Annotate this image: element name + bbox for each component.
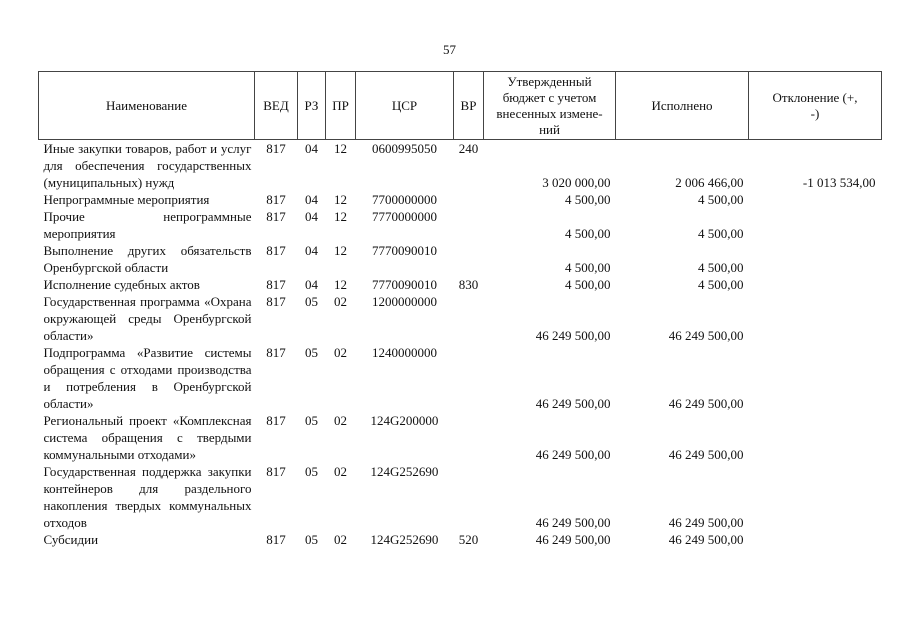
cell-approved: 4 500,00 [565,226,611,241]
table-row [39,242,882,276]
table-row [39,276,882,293]
cell-deviation [749,208,882,242]
cell-ved: 817 [266,413,286,428]
cell-approved: 46 249 500,00 [535,328,611,343]
cell-rz: 04 [305,243,318,258]
cell-executed: 46 249 500,00 [668,532,744,547]
cell-name: Прочие непрограммные мероприятия [43,209,252,241]
cell-csr: 7700000000 [372,192,437,207]
header-ved: ВЕД [255,72,298,140]
cell-approved: 46 249 500,00 [535,396,611,411]
cell-deviation [749,344,882,412]
cell-csr: 7770090010 [372,243,437,258]
cell-pr: 12 [334,192,347,207]
cell-name: Выполнение других обязательств Оренбургской области [43,243,252,275]
cell-executed: 4 500,00 [698,192,744,207]
cell-csr: 124G252690 [370,464,439,479]
cell-approved: 46 249 500,00 [535,532,611,547]
cell-deviation [749,276,882,293]
cell-approved: 46 249 500,00 [535,515,611,530]
cell-ved: 817 [266,243,286,258]
table-row [39,344,882,412]
table-row [39,412,882,463]
cell-deviation [749,463,882,531]
cell-executed: 46 249 500,00 [668,396,744,411]
cell-rz: 04 [305,277,318,292]
cell-executed: 2 006 466,00 [675,175,744,190]
cell-name: Субсидии [43,532,99,547]
cell-csr: 124G252690 [370,532,439,547]
table-row [39,293,882,344]
cell-vr [454,293,484,344]
cell-vr [454,463,484,531]
header-pr: ПР [326,72,356,140]
cell-csr: 0600995050 [372,141,437,156]
cell-approved: 4 500,00 [565,277,611,292]
cell-pr: 12 [334,277,347,292]
cell-deviation [749,191,882,208]
table-row [39,191,882,208]
cell-deviation [749,242,882,276]
header-executed: Исполнено [616,72,749,140]
cell-deviation [749,293,882,344]
table-header-row [39,72,882,140]
header-rz: РЗ [298,72,326,140]
cell-name: Региональный проект «Комплексная система обращения с твердыми коммунальными отходами» [43,413,252,462]
table-row [39,463,882,531]
cell-executed: 46 249 500,00 [668,515,744,530]
cell-csr: 1200000000 [372,294,437,309]
cell-deviation [749,412,882,463]
cell-ved: 817 [266,345,286,360]
cell-name: Исполнение судебных актов [43,277,200,292]
header-deviation: Отклонение (+, -) [749,72,882,140]
cell-ved: 817 [266,294,286,309]
cell-approved: 46 249 500,00 [535,447,611,462]
cell-ved: 817 [266,532,286,547]
cell-vr: 520 [458,532,479,547]
cell-executed: 46 249 500,00 [668,328,744,343]
cell-executed: 4 500,00 [698,277,744,292]
cell-vr [454,191,484,208]
header-approved: Утвержденный бюджет с учетом внесенных измене-ний [484,72,616,140]
cell-pr: 12 [334,141,347,156]
header-name: Наименование [39,72,255,140]
cell-ved: 817 [266,192,286,207]
cell-executed: 4 500,00 [698,226,744,241]
table-row [39,208,882,242]
cell-rz: 05 [305,345,318,360]
cell-pr: 02 [334,413,347,428]
page-number: 57 [443,42,456,57]
cell-vr [454,344,484,412]
cell-rz: 05 [305,532,318,547]
cell-rz: 04 [305,192,318,207]
table-row [39,531,882,548]
cell-pr: 02 [334,464,347,479]
cell-deviation [749,531,882,548]
cell-rz: 05 [305,413,318,428]
budget-execution-table [38,71,882,548]
cell-ved: 817 [266,277,286,292]
cell-deviation: -1 013 534,00 [802,175,876,190]
cell-approved: 3 020 000,00 [542,175,611,190]
cell-approved: 4 500,00 [565,192,611,207]
cell-name: Государственная поддержка закупки контейнеров для раздельного накопления твердых коммунальных отходов [43,464,252,530]
cell-vr [454,208,484,242]
cell-vr: 830 [458,277,479,292]
cell-pr: 02 [334,532,347,547]
cell-vr: 240 [458,141,479,156]
cell-ved: 817 [266,464,286,479]
cell-rz: 04 [305,209,318,224]
table-row [39,140,882,192]
cell-pr: 02 [334,294,347,309]
cell-name: Иные закупки товаров, работ и услуг для обеспечения государственных (муниципальных) нужд [43,141,252,190]
cell-name: Государственная программа «Охрана окружающей среды Оренбургской области» [43,294,252,343]
header-vr: ВР [454,72,484,140]
cell-rz: 04 [305,141,318,156]
cell-vr [454,412,484,463]
cell-name: Непрограммные мероприятия [43,192,210,207]
cell-approved: 4 500,00 [565,260,611,275]
cell-pr: 02 [334,345,347,360]
cell-vr [454,242,484,276]
cell-csr: 124G200000 [370,413,439,428]
cell-rz: 05 [305,464,318,479]
cell-executed: 46 249 500,00 [668,447,744,462]
cell-pr: 12 [334,209,347,224]
cell-ved: 817 [266,209,286,224]
cell-executed: 4 500,00 [698,260,744,275]
cell-csr: 7770090010 [372,277,437,292]
cell-pr: 12 [334,243,347,258]
cell-ved: 817 [266,141,286,156]
cell-csr: 1240000000 [372,345,437,360]
header-csr: ЦСР [356,72,454,140]
cell-rz: 05 [305,294,318,309]
cell-csr: 7770000000 [372,209,437,224]
cell-name: Подпрограмма «Развитие системы обращения с отходами производства и потребления в Оренбургской области» [43,345,252,411]
